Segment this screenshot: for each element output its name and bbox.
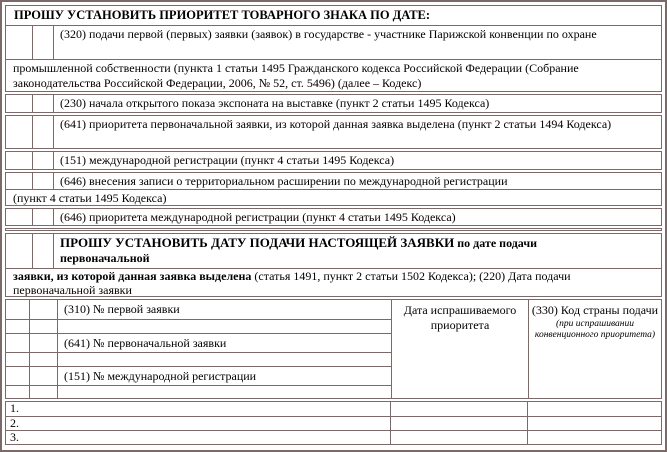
- checkbox-230[interactable]: [6, 95, 33, 112]
- checkbox-320-sub[interactable]: [33, 26, 54, 59]
- numbered-rows-table: [5, 401, 662, 445]
- checkbox-320[interactable]: [6, 26, 33, 59]
- checkbox-310-sub[interactable]: [30, 300, 58, 319]
- entry-row-1: [6, 402, 661, 416]
- checkbox-151n-sub[interactable]: [30, 367, 58, 385]
- row-310-label: (310) № первой заявки: [64, 302, 180, 316]
- row-310: [6, 300, 391, 319]
- section2-title-small: по дате подачи: [454, 236, 537, 250]
- row1-label: 1.: [10, 402, 19, 415]
- row2-country-cell[interactable]: [528, 417, 661, 430]
- checkbox-230-sub[interactable]: [33, 95, 54, 112]
- entry-row-2: [6, 416, 661, 430]
- row-151-value: [6, 385, 391, 398]
- separator-strip: [5, 228, 662, 231]
- cell-151-b[interactable]: [30, 386, 58, 398]
- option-230-label: (230) начала открытого показа экспоната на выставке (пункт 2 статьи 1495 Кодекса): [60, 96, 490, 110]
- section2-cont-bold: заявки, из которой данная заявка выделена: [13, 269, 252, 283]
- checkbox-646b[interactable]: [6, 209, 33, 225]
- section2-continuation: [6, 268, 661, 296]
- row3-number-cell[interactable]: [6, 431, 391, 444]
- option-641-label: (641) приоритета первоначальной заявки, из которой данная заявка выделена (пункт 2 статьи 1494 Кодекса): [60, 117, 612, 131]
- value-cell-310[interactable]: [58, 320, 391, 333]
- option-320-continuation: промышленной собственности (пункта 1 статьи 1495 Гражданского кодекса Российской Федерации (Собрание законодательства Российской Федерации, 2006, № 52, ст. 5496) (далее – Кодекс): [6, 59, 661, 91]
- checkbox-310[interactable]: [6, 300, 30, 319]
- section1-priority-group: [5, 5, 662, 92]
- option-row-151: [6, 152, 661, 169]
- section2-filing-date-group: [5, 233, 662, 297]
- checkbox-641[interactable]: [6, 116, 33, 148]
- cell-310-a[interactable]: [6, 320, 30, 333]
- checkbox-151n[interactable]: [6, 367, 30, 385]
- checkbox-646a-sub[interactable]: [33, 173, 54, 189]
- cell-151-a[interactable]: [6, 386, 30, 398]
- row-641-label: (641) № первоначальной заявки: [64, 336, 227, 350]
- section2-cont-line2: первоначальной заявки: [13, 282, 132, 296]
- option-320-label: (320) подачи первой (первых) заявки (заявок) в государстве - участнике Парижской конвенции по охране: [60, 27, 597, 41]
- cell-310-b[interactable]: [30, 320, 58, 333]
- section2-title: [54, 234, 661, 268]
- priority-numbers-left: [6, 300, 391, 398]
- row2-date-cell[interactable]: [391, 417, 528, 430]
- option-646a-continuation: (пункт 4 статьи 1495 Кодекса): [6, 189, 661, 205]
- value-cell-151[interactable]: [58, 386, 391, 398]
- row2-label: 2.: [10, 416, 19, 430]
- section2-title-main: ПРОШУ УСТАНОВИТЬ ДАТУ ПОДАЧИ НАСТОЯЩЕЙ ЗАЯВКИ: [60, 235, 455, 250]
- row2-number-cell[interactable]: [6, 417, 391, 430]
- option-group-641: [5, 115, 662, 149]
- checkbox-section2[interactable]: [6, 234, 33, 268]
- column-country-note: (при испрашивании конвенционного приоритета): [534, 319, 656, 340]
- column-country-code[interactable]: [528, 300, 661, 398]
- option-row-230: [6, 95, 661, 112]
- section2-cont-rest: (статья 1491, пункт 2 статьи 1502 Кодекса); (220) Дата подачи: [251, 269, 571, 283]
- row1-date-cell[interactable]: [391, 402, 528, 416]
- checkbox-641-sub[interactable]: [33, 116, 54, 148]
- section2-title-row: [6, 234, 661, 268]
- checkbox-section2-sub[interactable]: [33, 234, 54, 268]
- row1-country-cell[interactable]: [528, 402, 661, 416]
- row3-country-cell[interactable]: [528, 431, 661, 444]
- option-group-646b: [5, 208, 662, 226]
- option-group-230: [5, 94, 662, 113]
- option-row-646b: [6, 209, 661, 225]
- row-310-value: [6, 319, 391, 333]
- section1-title: ПРОШУ УСТАНОВИТЬ ПРИОРИТЕТ ТОВАРНОГО ЗНАКА ПО ДАТЕ:: [14, 8, 431, 22]
- column-country-label: (330) Код страны подачи: [531, 303, 659, 317]
- value-cell-641[interactable]: [58, 353, 391, 366]
- column-date-label: Дата испрашиваемого приоритета: [403, 303, 517, 332]
- option-646b-label: (646) приоритета международной регистрации (пункт 4 статьи 1495 Кодекса): [60, 210, 456, 224]
- option-646a-label: (646) внесения записи о территориальном расширении по международной регистрации: [60, 174, 508, 188]
- column-date-of-priority[interactable]: [391, 300, 528, 398]
- option-group-646a: [5, 172, 662, 206]
- checkbox-646b-sub[interactable]: [33, 209, 54, 225]
- option-row-646a: [6, 173, 661, 189]
- option-row-320: [6, 25, 661, 59]
- row-641-value: [6, 352, 391, 366]
- cell-641-b[interactable]: [30, 353, 58, 366]
- checkbox-641n[interactable]: [6, 334, 30, 352]
- row3-date-cell[interactable]: [391, 431, 528, 444]
- checkbox-641n-sub[interactable]: [30, 334, 58, 352]
- checkbox-151[interactable]: [6, 152, 33, 169]
- row1-number-cell[interactable]: [6, 402, 391, 416]
- checkbox-151-sub[interactable]: [33, 152, 54, 169]
- row-641: [6, 333, 391, 352]
- option-row-641: [6, 116, 661, 148]
- option-group-151: [5, 151, 662, 170]
- row-151-label: (151) № международной регистрации: [64, 369, 257, 383]
- row-151: [6, 366, 391, 385]
- checkbox-646a[interactable]: [6, 173, 33, 189]
- priority-numbers-table: [5, 299, 662, 399]
- option-151-label: (151) международной регистрации (пункт 4 статьи 1495 Кодекса): [60, 153, 395, 167]
- cell-641-a[interactable]: [6, 353, 30, 366]
- section2-title-line2: первоначальной: [60, 251, 150, 265]
- row3-label: 3.: [10, 430, 19, 444]
- entry-row-3: [6, 430, 661, 444]
